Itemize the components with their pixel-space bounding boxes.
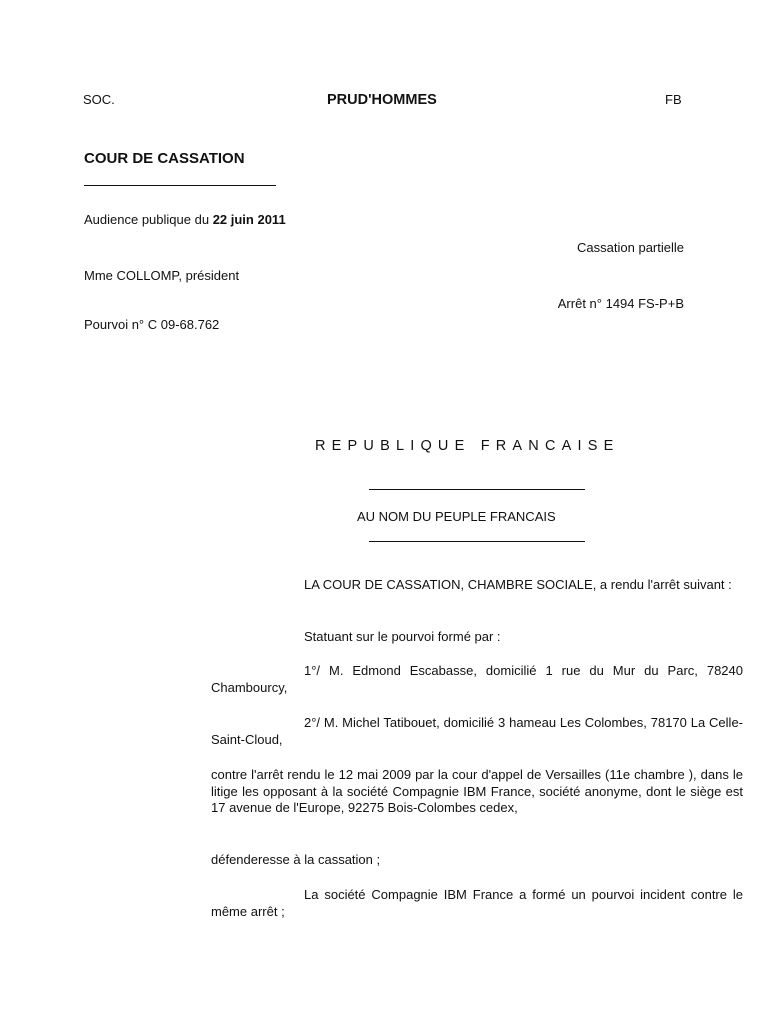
paragraph-pourvoi-incident: La société Compagnie IBM France a formé un pourvoi incident contre le même arrêt ; [211,887,743,919]
arret-number: Arrêt n° 1494 FS-P+B [557,296,684,311]
paragraph-party-1: 1°/ M. Edmond Escabasse, domicilié 1 rue du Mur du Parc, 78240 Chambourcy, [211,663,743,695]
decision-type: Cassation partielle [577,240,684,255]
pourvoi-number: Pourvoi n° C 09-68.762 [84,317,220,332]
paragraph-party-2: 2°/ M. Michel Tatibouet, domicilié 3 hameau Les Colombes, 78170 La Celle-Saint-Cloud, [211,715,743,747]
audience-prefix: Audience publique du [84,212,210,227]
paragraph-contre: contre l'arrêt rendu le 12 mai 2009 par la cour d'appel de Versailles (11e chambre ), dans le litige les opposant à la société Compagnie IBM France, société anonyme, dont le siège est 17 avenue de l'Europe, 92275 Bois-Colombes cedex, [211,767,743,815]
court-title: COUR DE CASSATION [84,150,245,167]
court-title-rule [84,185,276,186]
chamber-code: SOC. [83,92,115,107]
paragraph-intro: LA COUR DE CASSATION, CHAMBRE SOCIALE, a rendu l'arrêt suivant : [304,577,732,592]
author-initials: FB [665,92,682,107]
republique-heading: REPUBLIQUE FRANCAISE [315,438,620,454]
president-line: Mme COLLOMP, président [84,268,240,283]
paragraph-defenderesse: défenderesse à la cassation ; [211,852,381,867]
audience-date: 22 juin 2011 [212,212,286,227]
audience-line [84,212,286,227]
heading-rule-bottom [369,541,585,542]
heading-rule-top [369,489,585,490]
document-category: PRUD'HOMMES [327,92,437,108]
au-nom-heading: AU NOM DU PEUPLE FRANCAIS [357,509,556,524]
paragraph-statuant: Statuant sur le pourvoi formé par : [304,629,501,644]
